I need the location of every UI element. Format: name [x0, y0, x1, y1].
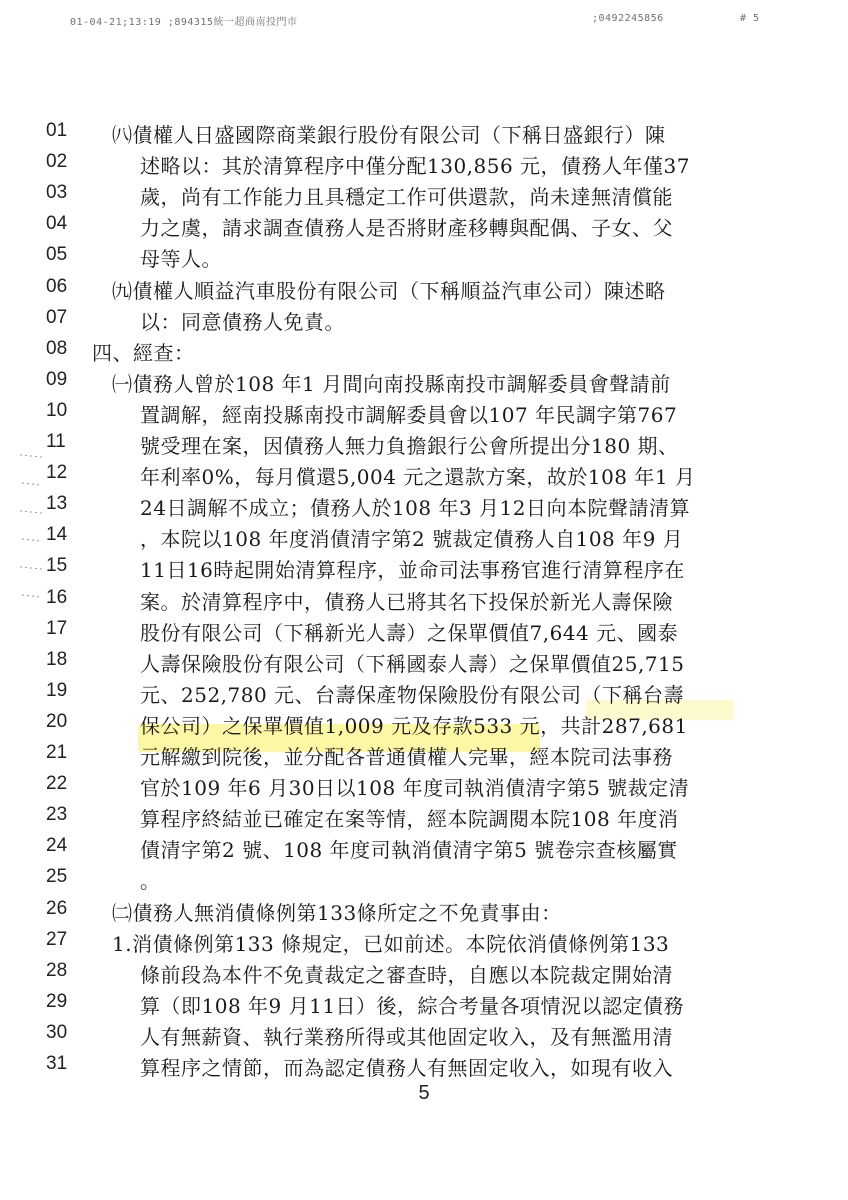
line-text: 條前段為本件不免責裁定之審查時，自應以本院裁定開始清 [140, 963, 673, 987]
line-number: 02 [46, 151, 68, 172]
line-number: 29 [46, 991, 68, 1012]
margin-marks [18, 445, 44, 605]
line-text: ㈡債務人無消債條例第133條所定之不免責事由： [112, 901, 562, 925]
line-text: ，本院以108 年度消債清字第2 號裁定債務人自108 年9 月 [140, 527, 684, 551]
line-number: 30 [46, 1022, 68, 1043]
line-number: 17 [46, 618, 68, 639]
line-text: 歲，尚有工作能力且具穩定工作可供還款，尚未達無清償能 [140, 185, 673, 209]
line-number: 12 [46, 462, 68, 483]
line-text: 人有無薪資、執行業務所得或其他固定收入，及有無濫用清 [140, 1025, 673, 1049]
line-text: 母等人。 [140, 247, 222, 271]
line-text: 1.消債條例第133 條規定，已如前述。本院依消債條例第133 [112, 932, 670, 956]
line-number: 14 [46, 524, 68, 545]
line-text: 置調解，經南投縣南投市調解委員會以107 年民調字第767 [140, 403, 678, 427]
line-number: 03 [46, 182, 68, 203]
line-number: 13 [46, 493, 68, 514]
line-text: 算程序之情節，而為認定債務人有無固定收入，如現有收入 [140, 1056, 673, 1080]
fax-page-marker: # 5 [740, 13, 760, 24]
line-number: 24 [46, 835, 68, 856]
line-number: 31 [46, 1053, 68, 1074]
line-text: 。 [140, 869, 161, 893]
line-number: 20 [46, 711, 68, 732]
line-number: 09 [46, 369, 68, 390]
line-text: 24日調解不成立；債務人於108 年3 月12日向本院聲請清算 [140, 496, 691, 520]
line-text: 力之虞，請求調查債務人是否將財產移轉與配偶、子女、父 [140, 216, 673, 240]
line-text: 官於109 年6 月30日以108 年度司執消債清字第5 號裁定清 [140, 776, 690, 800]
line-text: 年利率0%，每月償還5,004 元之還款方案，故於108 年1 月 [140, 465, 696, 489]
line-number: 10 [46, 400, 68, 421]
line-text: 算（即108 年9 月11日）後，綜合考量各項情況以認定債務 [140, 994, 685, 1018]
line-number: 19 [46, 680, 68, 701]
line-number: 21 [46, 742, 68, 763]
line-text: 元、252,780 元、台壽保產物保險股份有限公司（下稱台壽 [140, 683, 685, 707]
line-number: 05 [46, 244, 68, 265]
line-number: 16 [46, 587, 68, 608]
line-number: 01 [46, 120, 68, 141]
line-number: 08 [46, 338, 68, 359]
line-text: 股份有限公司（下稱新光人壽）之保單價值7,644 元、國泰 [140, 621, 679, 645]
line-text: 以：同意債務人免責。 [140, 310, 345, 334]
fax-number: ;0492245856 [592, 13, 664, 24]
line-number: 07 [46, 307, 68, 328]
line-number: 25 [46, 866, 68, 887]
fax-header [0, 13, 848, 29]
line-number: 28 [46, 960, 68, 981]
line-text: ㈧債權人日盛國際商業銀行股份有限公司（下稱日盛銀行）陳 [112, 123, 666, 147]
line-text: ㈨債權人順益汽車股份有限公司（下稱順益汽車公司）陳述略 [112, 279, 666, 303]
line-text: ㈠債務人曾於108 年1 月間向南投縣南投市調解委員會聲請前 [112, 372, 671, 396]
line-text: 算程序終結並已確定在案等情，經本院調閱本院108 年度消 [140, 807, 679, 831]
line-text: 保公司）之保單價值1,009 元及存款533 元，共計287,681 [140, 714, 688, 738]
line-text: 號受理在案，因債務人無力負擔銀行公會所提出分180 期、 [140, 434, 679, 458]
line-number: 22 [46, 773, 68, 794]
line-number: 26 [46, 898, 68, 919]
fax-sender-info: 01-04-21;13:19 ;894315統一超商南投門市 [70, 17, 298, 28]
page-number: 5 [418, 1082, 430, 1104]
line-text: 述略以：其於清算程序中僅分配130,856 元，債務人年僅37 [140, 154, 691, 178]
line-number: 04 [46, 213, 68, 234]
line-text: 四、經查： [92, 341, 195, 365]
line-text: 債清字第2 號、108 年度司執消債清字第5 號卷宗查核屬實 [140, 838, 678, 862]
line-number: 11 [46, 431, 66, 452]
line-number: 06 [46, 276, 68, 297]
line-text: 11日16時起開始清算程序，並命司法事務官進行清算程序在 [140, 558, 685, 582]
line-number: 15 [46, 555, 68, 576]
line-text: 案。於清算程序中，債務人已將其名下投保於新光人壽保險 [140, 590, 673, 614]
line-number: 23 [46, 804, 68, 825]
line-number: 18 [46, 649, 68, 670]
line-text: 人壽保險股份有限公司（下稱國泰人壽）之保單價值25,715 [140, 652, 685, 676]
line-text: 元解繳到院後，並分配各普通債權人完畢，經本院司法事務 [140, 745, 673, 769]
line-number: 27 [46, 929, 68, 950]
